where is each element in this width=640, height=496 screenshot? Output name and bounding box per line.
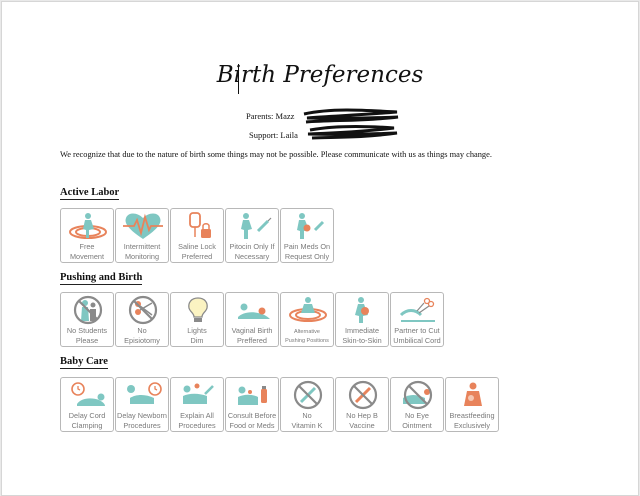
card-vaginal-birth [225, 292, 279, 347]
consult-food-meds-icon [232, 380, 274, 410]
card-explain-procedures [170, 377, 224, 432]
card-alternative-pushing [280, 292, 334, 347]
card-skin-to-skin [335, 292, 389, 347]
breastfeeding-icon [452, 380, 494, 410]
card-label: No Students Please [66, 326, 108, 345]
parents-line: Parents: Mazz [246, 111, 295, 121]
document-page [1, 1, 639, 496]
card-pitocin [225, 208, 279, 263]
card-no-hep-b [335, 377, 389, 432]
no-students-icon [67, 295, 109, 325]
card-label: No Hep B Vaccine [346, 411, 378, 430]
pitocin-syringe-icon [232, 211, 274, 241]
card-label: No Vitamin K [291, 411, 323, 430]
section-title-baby-care: Baby Care [60, 356, 108, 367]
card-label: Consult Before Food or Meds [227, 411, 277, 430]
iv-bag-lock-icon [177, 211, 219, 241]
card-label: Intermittent Monitoring [123, 242, 161, 261]
skin-to-skin-icon [342, 295, 384, 325]
heart-monitor-icon [122, 211, 164, 241]
card-no-students [60, 292, 114, 347]
section-title-active-labor: Active Labor [60, 187, 120, 198]
card-label: Delay Cord Clamping [68, 411, 106, 430]
pregnant-woman-waves-icon [67, 211, 109, 241]
card-delay-cord-clamping [60, 377, 114, 432]
explain-procedures-icon [177, 380, 219, 410]
card-label: Delay Newborn Procedures [117, 411, 167, 430]
cut-cord-icon [397, 295, 439, 325]
card-label: Vaginal Birth Preffered [231, 326, 273, 345]
card-label: Pitocin Only If Necessary [229, 242, 275, 261]
card-free-movement [60, 208, 114, 263]
no-vitamin-k-icon [287, 380, 329, 410]
card-intermittent-monitoring [115, 208, 169, 263]
vaginal-birth-icon [232, 295, 274, 325]
card-pain-meds [280, 208, 334, 263]
support-line: Support: Laila [249, 130, 298, 140]
card-label: Alternative Pushing Positions [285, 329, 329, 344]
card-label: Pain Meds On Request Only [283, 242, 331, 261]
card-saline-lock [170, 208, 224, 263]
delay-clamping-icon [67, 380, 109, 410]
delay-procedures-icon [122, 380, 164, 410]
card-label: No Episiotomy [124, 326, 160, 345]
card-no-eye-ointment [390, 377, 444, 432]
card-partner-cut-cord [390, 292, 444, 347]
redaction-scribble [302, 106, 402, 140]
card-label: Breastfeeding Exclusively [449, 411, 495, 430]
card-breastfeeding [445, 377, 499, 432]
pushing-birth-row [60, 292, 444, 347]
page-title: Birth Preferences [216, 62, 424, 88]
lightbulb-icon [177, 295, 219, 325]
card-label: No Eye Ointment [402, 411, 432, 430]
card-label: Lights Dim [187, 326, 207, 345]
baby-care-row [60, 377, 499, 432]
card-lights-dim [170, 292, 224, 347]
card-no-episiotomy [115, 292, 169, 347]
card-label: Immediate Skin-to-Skin [342, 326, 382, 345]
card-label: Partner to Cut Umbilical Cord [393, 326, 441, 345]
card-label: Explain All Procedures [178, 411, 216, 430]
no-episiotomy-icon [122, 295, 164, 325]
card-delay-newborn-procedures [115, 377, 169, 432]
no-hep-b-icon [342, 380, 384, 410]
pain-meds-icon [287, 211, 329, 241]
note-text: We recognize that due to the nature of birth some things may not be possible. Please communicate with us as things may change. [60, 150, 492, 159]
section-title-pushing-birth: Pushing and Birth [60, 272, 143, 283]
card-no-vitamin-k [280, 377, 334, 432]
no-eye-ointment-icon [397, 380, 439, 410]
card-consult-food-meds [225, 377, 279, 432]
active-labor-row [60, 208, 334, 263]
pushing-positions-icon [287, 295, 329, 325]
card-label: Free Movement [69, 242, 105, 261]
card-label: Saline Lock Preferred [178, 242, 216, 261]
